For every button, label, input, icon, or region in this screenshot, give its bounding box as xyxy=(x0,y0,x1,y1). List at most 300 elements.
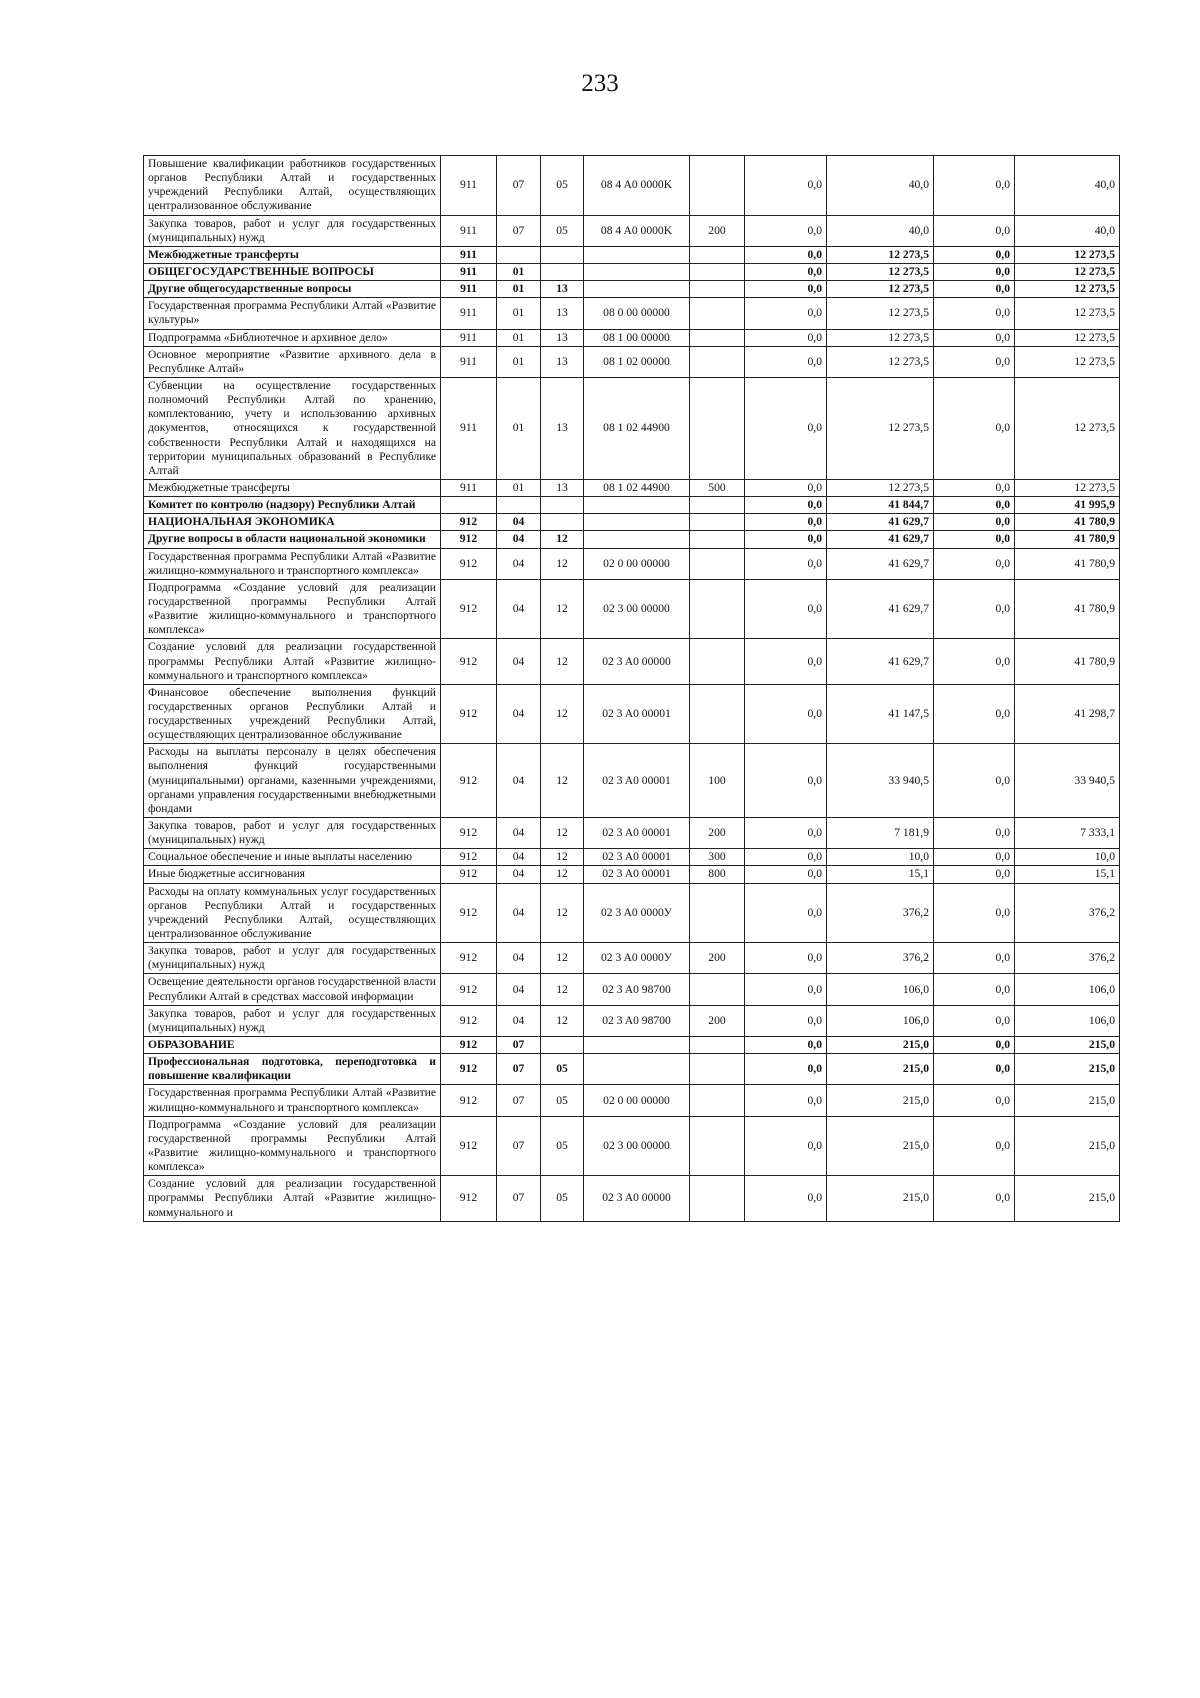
row-target-article-cell xyxy=(584,281,690,298)
row-amount-4-cell: 12 273,5 xyxy=(1015,377,1120,479)
row-subsection-cell: 05 xyxy=(541,1176,584,1221)
row-section-cell: 04 xyxy=(497,744,541,818)
row-subsection-cell xyxy=(541,1037,584,1054)
row-amount-4-cell: 41 298,7 xyxy=(1015,684,1120,744)
row-name-cell: Подпрограмма «Создание условий для реализации государственной программы Республики Алтай «Развитие жилищно-коммунального и транспортного комплекса» xyxy=(144,579,441,639)
row-grbs-cell: 911 xyxy=(441,479,497,496)
row-amount-3-cell: 0,0 xyxy=(934,639,1015,684)
row-expense-type-cell xyxy=(690,548,745,579)
row-grbs-cell: 912 xyxy=(441,1005,497,1036)
row-target-article-cell xyxy=(584,1054,690,1085)
row-expense-type-cell: 100 xyxy=(690,744,745,818)
row-amount-4-cell: 376,2 xyxy=(1015,883,1120,943)
row-subsection-cell: 12 xyxy=(541,548,584,579)
row-amount-4-cell: 12 273,5 xyxy=(1015,246,1120,263)
row-name-cell: НАЦИОНАЛЬНАЯ ЭКОНОМИКА xyxy=(144,514,441,531)
row-amount-3-cell: 0,0 xyxy=(934,866,1015,883)
row-amount-3-cell: 0,0 xyxy=(934,684,1015,744)
row-subsection-cell: 12 xyxy=(541,883,584,943)
row-amount-3-cell: 0,0 xyxy=(934,579,1015,639)
row-name-cell: Государственная программа Республики Алтай «Развитие жилищно-коммунального и транспортного комплекса» xyxy=(144,1085,441,1116)
row-amount-1-cell: 0,0 xyxy=(745,514,827,531)
row-expense-type-cell xyxy=(690,1054,745,1085)
row-amount-4-cell: 215,0 xyxy=(1015,1116,1120,1176)
row-amount-3-cell: 0,0 xyxy=(934,298,1015,329)
row-target-article-cell: 02 3 A0 00001 xyxy=(584,849,690,866)
row-amount-4-cell: 12 273,5 xyxy=(1015,298,1120,329)
row-target-article-cell: 02 3 A0 00000 xyxy=(584,1176,690,1221)
row-section-cell: 04 xyxy=(497,579,541,639)
row-target-article-cell: 02 3 A0 98700 xyxy=(584,1005,690,1036)
row-target-article-cell xyxy=(584,263,690,280)
row-amount-2-cell: 41 629,7 xyxy=(827,548,934,579)
table-row xyxy=(144,1005,1120,1036)
row-grbs-cell: 912 xyxy=(441,883,497,943)
row-amount-4-cell: 12 273,5 xyxy=(1015,479,1120,496)
row-expense-type-cell xyxy=(690,514,745,531)
table-row xyxy=(144,298,1120,329)
row-section-cell: 01 xyxy=(497,377,541,479)
row-name-cell: Иные бюджетные ассигнования xyxy=(144,866,441,883)
row-amount-1-cell: 0,0 xyxy=(745,883,827,943)
row-amount-1-cell: 0,0 xyxy=(745,818,827,849)
row-amount-2-cell: 106,0 xyxy=(827,974,934,1005)
row-section-cell: 04 xyxy=(497,943,541,974)
row-amount-2-cell: 40,0 xyxy=(827,215,934,246)
row-grbs-cell: 912 xyxy=(441,1037,497,1054)
row-section-cell: 04 xyxy=(497,866,541,883)
row-expense-type-cell xyxy=(690,156,745,216)
table-row xyxy=(144,818,1120,849)
row-amount-3-cell: 0,0 xyxy=(934,1054,1015,1085)
row-grbs-cell: 911 xyxy=(441,298,497,329)
table-row xyxy=(144,531,1120,548)
row-amount-3-cell: 0,0 xyxy=(934,818,1015,849)
row-target-article-cell xyxy=(584,497,690,514)
row-amount-4-cell: 40,0 xyxy=(1015,215,1120,246)
row-target-article-cell: 02 3 A0 0000У xyxy=(584,943,690,974)
row-expense-type-cell: 200 xyxy=(690,215,745,246)
row-name-cell: Подпрограмма «Создание условий для реализации государственной программы Республики Алтай «Развитие жилищно-коммунального и транспортного комплекса» xyxy=(144,1116,441,1176)
row-section-cell: 01 xyxy=(497,263,541,280)
row-subsection-cell: 13 xyxy=(541,298,584,329)
row-name-cell: Финансовое обеспечение выполнения функций государственных органов Республики Алтай и государственных учреждений Республики Алтай, осуществляющих централизованное обслуживание xyxy=(144,684,441,744)
table-row xyxy=(144,1037,1120,1054)
row-section-cell: 07 xyxy=(497,156,541,216)
table-row xyxy=(144,377,1120,479)
row-amount-1-cell: 0,0 xyxy=(745,579,827,639)
row-amount-1-cell: 0,0 xyxy=(745,1085,827,1116)
row-target-article-cell: 08 1 00 00000 xyxy=(584,329,690,346)
row-name-cell: Профессиональная подготовка, переподготовка и повышение квалификации xyxy=(144,1054,441,1085)
row-name-cell: Создание условий для реализации государственной программы Республики Алтай «Развитие жилищно-коммунального и транспортного комплекса» xyxy=(144,639,441,684)
row-subsection-cell: 13 xyxy=(541,346,584,377)
row-section-cell: 04 xyxy=(497,514,541,531)
row-grbs-cell: 912 xyxy=(441,531,497,548)
row-amount-1-cell: 0,0 xyxy=(745,1054,827,1085)
row-grbs-cell: 911 xyxy=(441,215,497,246)
row-amount-1-cell: 0,0 xyxy=(745,639,827,684)
row-grbs-cell: 912 xyxy=(441,818,497,849)
row-amount-1-cell: 0,0 xyxy=(745,479,827,496)
row-grbs-cell: 912 xyxy=(441,1054,497,1085)
row-subsection-cell: 12 xyxy=(541,684,584,744)
row-name-cell: Государственная программа Республики Алтай «Развитие жилищно-коммунального и транспортного комплекса» xyxy=(144,548,441,579)
row-grbs-cell: 912 xyxy=(441,866,497,883)
row-expense-type-cell xyxy=(690,531,745,548)
row-amount-3-cell: 0,0 xyxy=(934,1037,1015,1054)
row-amount-2-cell: 12 273,5 xyxy=(827,246,934,263)
row-expense-type-cell xyxy=(690,246,745,263)
row-grbs-cell: 912 xyxy=(441,943,497,974)
row-amount-2-cell: 15,1 xyxy=(827,866,934,883)
row-amount-3-cell: 0,0 xyxy=(934,974,1015,1005)
row-grbs-cell: 912 xyxy=(441,579,497,639)
row-amount-1-cell: 0,0 xyxy=(745,684,827,744)
row-section-cell: 04 xyxy=(497,548,541,579)
row-section-cell: 04 xyxy=(497,639,541,684)
row-amount-2-cell: 215,0 xyxy=(827,1176,934,1221)
row-grbs-cell: 912 xyxy=(441,1116,497,1176)
row-amount-3-cell: 0,0 xyxy=(934,883,1015,943)
row-amount-1-cell: 0,0 xyxy=(745,943,827,974)
row-grbs-cell: 911 xyxy=(441,263,497,280)
table-row xyxy=(144,866,1120,883)
row-subsection-cell: 13 xyxy=(541,281,584,298)
row-grbs-cell: 911 xyxy=(441,329,497,346)
row-section-cell xyxy=(497,246,541,263)
row-amount-2-cell: 41 629,7 xyxy=(827,579,934,639)
row-expense-type-cell xyxy=(690,639,745,684)
row-section-cell: 04 xyxy=(497,974,541,1005)
row-section-cell: 07 xyxy=(497,1037,541,1054)
row-amount-1-cell: 0,0 xyxy=(745,866,827,883)
table-row xyxy=(144,579,1120,639)
budget-table xyxy=(143,155,1120,1222)
row-amount-2-cell: 215,0 xyxy=(827,1116,934,1176)
row-subsection-cell: 05 xyxy=(541,1116,584,1176)
row-expense-type-cell xyxy=(690,883,745,943)
row-expense-type-cell: 200 xyxy=(690,1005,745,1036)
row-expense-type-cell xyxy=(690,329,745,346)
row-amount-3-cell: 0,0 xyxy=(934,531,1015,548)
row-grbs-cell: 912 xyxy=(441,1176,497,1221)
row-amount-3-cell: 0,0 xyxy=(934,497,1015,514)
table-row xyxy=(144,156,1120,216)
row-amount-2-cell: 41 844,7 xyxy=(827,497,934,514)
row-expense-type-cell xyxy=(690,1176,745,1221)
row-name-cell: Государственная программа Республики Алтай «Развитие культуры» xyxy=(144,298,441,329)
row-amount-4-cell: 215,0 xyxy=(1015,1037,1120,1054)
row-amount-3-cell: 0,0 xyxy=(934,1116,1015,1176)
row-amount-4-cell: 376,2 xyxy=(1015,943,1120,974)
row-amount-3-cell: 0,0 xyxy=(934,744,1015,818)
row-grbs-cell: 911 xyxy=(441,377,497,479)
row-target-article-cell: 08 1 02 44900 xyxy=(584,377,690,479)
row-amount-4-cell: 215,0 xyxy=(1015,1085,1120,1116)
row-section-cell: 04 xyxy=(497,818,541,849)
row-amount-2-cell: 12 273,5 xyxy=(827,329,934,346)
row-amount-4-cell: 10,0 xyxy=(1015,849,1120,866)
row-expense-type-cell xyxy=(690,1037,745,1054)
row-amount-4-cell: 106,0 xyxy=(1015,974,1120,1005)
row-target-article-cell: 08 4 A0 0000K xyxy=(584,215,690,246)
row-amount-2-cell: 41 629,7 xyxy=(827,531,934,548)
row-name-cell: Основное мероприятие «Развитие архивного дела в Республике Алтай» xyxy=(144,346,441,377)
row-name-cell: Закупка товаров, работ и услуг для государственных (муниципальных) нужд xyxy=(144,215,441,246)
table-row xyxy=(144,479,1120,496)
row-expense-type-cell xyxy=(690,497,745,514)
row-subsection-cell: 13 xyxy=(541,329,584,346)
row-section-cell: 01 xyxy=(497,346,541,377)
row-name-cell: Социальное обеспечение и иные выплаты населению xyxy=(144,849,441,866)
table-row xyxy=(144,883,1120,943)
row-grbs-cell: 911 xyxy=(441,346,497,377)
row-amount-2-cell: 12 273,5 xyxy=(827,298,934,329)
row-subsection-cell: 12 xyxy=(541,849,584,866)
row-grbs-cell: 912 xyxy=(441,1085,497,1116)
row-section-cell: 07 xyxy=(497,215,541,246)
row-amount-2-cell: 106,0 xyxy=(827,1005,934,1036)
row-grbs-cell: 912 xyxy=(441,684,497,744)
table-row xyxy=(144,215,1120,246)
row-amount-4-cell: 106,0 xyxy=(1015,1005,1120,1036)
page-number: 233 xyxy=(581,70,619,97)
row-grbs-cell: 911 xyxy=(441,246,497,263)
row-amount-3-cell: 0,0 xyxy=(934,1085,1015,1116)
row-expense-type-cell xyxy=(690,974,745,1005)
row-target-article-cell xyxy=(584,531,690,548)
row-amount-4-cell: 215,0 xyxy=(1015,1054,1120,1085)
row-section-cell xyxy=(497,497,541,514)
row-name-cell: Закупка товаров, работ и услуг для государственных (муниципальных) нужд xyxy=(144,943,441,974)
row-amount-1-cell: 0,0 xyxy=(745,1176,827,1221)
row-grbs-cell: 911 xyxy=(441,281,497,298)
row-expense-type-cell xyxy=(690,298,745,329)
row-amount-4-cell: 41 780,9 xyxy=(1015,639,1120,684)
row-grbs-cell: 912 xyxy=(441,849,497,866)
table-row xyxy=(144,1116,1120,1176)
row-amount-2-cell: 215,0 xyxy=(827,1037,934,1054)
row-grbs-cell: 911 xyxy=(441,156,497,216)
row-amount-1-cell: 0,0 xyxy=(745,1005,827,1036)
row-grbs-cell: 912 xyxy=(441,744,497,818)
row-amount-3-cell: 0,0 xyxy=(934,1176,1015,1221)
row-amount-1-cell: 0,0 xyxy=(745,744,827,818)
row-amount-3-cell: 0,0 xyxy=(934,281,1015,298)
row-amount-2-cell: 7 181,9 xyxy=(827,818,934,849)
row-target-article-cell: 08 4 A0 0000K xyxy=(584,156,690,216)
row-amount-1-cell: 0,0 xyxy=(745,156,827,216)
row-name-cell: Повышение квалификации работников государственных органов Республики Алтай и государственных учреждений Республики Алтай, осуществляющих централизованное обслуживание xyxy=(144,156,441,216)
row-subsection-cell: 12 xyxy=(541,866,584,883)
row-name-cell: Другие вопросы в области национальной экономики xyxy=(144,531,441,548)
row-amount-1-cell: 0,0 xyxy=(745,263,827,280)
row-amount-2-cell: 41 629,7 xyxy=(827,639,934,684)
row-expense-type-cell: 200 xyxy=(690,943,745,974)
row-amount-3-cell: 0,0 xyxy=(934,329,1015,346)
row-section-cell: 04 xyxy=(497,849,541,866)
row-expense-type-cell: 500 xyxy=(690,479,745,496)
row-subsection-cell: 05 xyxy=(541,215,584,246)
table-row xyxy=(144,497,1120,514)
row-amount-4-cell: 41 780,9 xyxy=(1015,514,1120,531)
row-subsection-cell: 13 xyxy=(541,479,584,496)
row-amount-4-cell: 7 333,1 xyxy=(1015,818,1120,849)
row-subsection-cell: 12 xyxy=(541,744,584,818)
row-expense-type-cell xyxy=(690,684,745,744)
table-row xyxy=(144,346,1120,377)
row-section-cell: 07 xyxy=(497,1085,541,1116)
row-grbs-cell: 912 xyxy=(441,514,497,531)
row-target-article-cell: 08 0 00 00000 xyxy=(584,298,690,329)
row-target-article-cell xyxy=(584,246,690,263)
row-expense-type-cell xyxy=(690,346,745,377)
row-name-cell: Закупка товаров, работ и услуг для государственных (муниципальных) нужд xyxy=(144,1005,441,1036)
row-amount-1-cell: 0,0 xyxy=(745,298,827,329)
row-amount-4-cell: 41 780,9 xyxy=(1015,548,1120,579)
row-amount-2-cell: 12 273,5 xyxy=(827,377,934,479)
row-section-cell: 01 xyxy=(497,298,541,329)
row-section-cell: 04 xyxy=(497,684,541,744)
row-amount-2-cell: 12 273,5 xyxy=(827,263,934,280)
row-target-article-cell: 02 3 A0 00000 xyxy=(584,639,690,684)
row-expense-type-cell: 300 xyxy=(690,849,745,866)
row-subsection-cell: 12 xyxy=(541,943,584,974)
row-expense-type-cell xyxy=(690,579,745,639)
row-name-cell: Комитет по контролю (надзору) Республики Алтай xyxy=(144,497,441,514)
row-section-cell: 07 xyxy=(497,1116,541,1176)
row-amount-3-cell: 0,0 xyxy=(934,377,1015,479)
row-amount-3-cell: 0,0 xyxy=(934,156,1015,216)
row-amount-3-cell: 0,0 xyxy=(934,943,1015,974)
row-expense-type-cell: 200 xyxy=(690,818,745,849)
table-row xyxy=(144,263,1120,280)
table-row xyxy=(144,943,1120,974)
row-amount-3-cell: 0,0 xyxy=(934,263,1015,280)
row-amount-4-cell: 215,0 xyxy=(1015,1176,1120,1221)
row-target-article-cell: 02 3 A0 00001 xyxy=(584,744,690,818)
row-amount-1-cell: 0,0 xyxy=(745,1116,827,1176)
row-expense-type-cell xyxy=(690,263,745,280)
row-subsection-cell xyxy=(541,246,584,263)
row-amount-3-cell: 0,0 xyxy=(934,479,1015,496)
row-amount-4-cell: 15,1 xyxy=(1015,866,1120,883)
row-section-cell: 04 xyxy=(497,1005,541,1036)
row-amount-1-cell: 0,0 xyxy=(745,974,827,1005)
row-amount-1-cell: 0,0 xyxy=(745,377,827,479)
row-amount-1-cell: 0,0 xyxy=(745,1037,827,1054)
row-expense-type-cell xyxy=(690,1116,745,1176)
row-amount-4-cell: 12 273,5 xyxy=(1015,281,1120,298)
table-row xyxy=(144,744,1120,818)
row-amount-1-cell: 0,0 xyxy=(745,849,827,866)
table-row xyxy=(144,1176,1120,1221)
row-name-cell: Закупка товаров, работ и услуг для государственных (муниципальных) нужд xyxy=(144,818,441,849)
row-subsection-cell: 05 xyxy=(541,1054,584,1085)
table-row xyxy=(144,329,1120,346)
row-amount-4-cell: 41 995,9 xyxy=(1015,497,1120,514)
row-target-article-cell: 02 3 A0 00001 xyxy=(584,684,690,744)
table-row xyxy=(144,246,1120,263)
row-section-cell: 07 xyxy=(497,1054,541,1085)
row-name-cell: Освещение деятельности органов государственной власти Республики Алтай в средствах массовой информации xyxy=(144,974,441,1005)
row-amount-2-cell: 41 147,5 xyxy=(827,684,934,744)
row-target-article-cell: 02 3 A0 00001 xyxy=(584,818,690,849)
row-subsection-cell: 13 xyxy=(541,377,584,479)
row-amount-1-cell: 0,0 xyxy=(745,329,827,346)
row-section-cell: 01 xyxy=(497,329,541,346)
row-amount-2-cell: 215,0 xyxy=(827,1085,934,1116)
row-section-cell: 04 xyxy=(497,531,541,548)
row-target-article-cell: 02 3 00 00000 xyxy=(584,579,690,639)
table-row xyxy=(144,281,1120,298)
row-amount-3-cell: 0,0 xyxy=(934,548,1015,579)
row-amount-4-cell: 12 273,5 xyxy=(1015,263,1120,280)
row-name-cell: Другие общегосударственные вопросы xyxy=(144,281,441,298)
row-amount-3-cell: 0,0 xyxy=(934,215,1015,246)
row-amount-2-cell: 215,0 xyxy=(827,1054,934,1085)
row-subsection-cell: 05 xyxy=(541,1085,584,1116)
row-target-article-cell: 08 1 02 44900 xyxy=(584,479,690,496)
row-section-cell: 01 xyxy=(497,479,541,496)
row-amount-2-cell: 12 273,5 xyxy=(827,346,934,377)
row-amount-1-cell: 0,0 xyxy=(745,531,827,548)
row-amount-3-cell: 0,0 xyxy=(934,1005,1015,1036)
row-subsection-cell xyxy=(541,263,584,280)
row-amount-1-cell: 0,0 xyxy=(745,497,827,514)
row-target-article-cell: 02 3 A0 00001 xyxy=(584,866,690,883)
row-name-cell: Расходы на выплаты персоналу в целях обеспечения выполнения функций государственными (муниципальными) органами, казенными учреждениями, органами управления государственными внебюджетными фондами xyxy=(144,744,441,818)
row-amount-1-cell: 0,0 xyxy=(745,346,827,377)
row-amount-1-cell: 0,0 xyxy=(745,281,827,298)
table-row xyxy=(144,849,1120,866)
row-amount-3-cell: 0,0 xyxy=(934,849,1015,866)
row-amount-2-cell: 12 273,5 xyxy=(827,479,934,496)
row-grbs-cell: 912 xyxy=(441,974,497,1005)
row-grbs-cell: 912 xyxy=(441,639,497,684)
row-section-cell: 01 xyxy=(497,281,541,298)
row-amount-2-cell: 376,2 xyxy=(827,943,934,974)
row-target-article-cell xyxy=(584,1037,690,1054)
table-row xyxy=(144,639,1120,684)
row-grbs-cell: 912 xyxy=(441,548,497,579)
table-row xyxy=(144,1085,1120,1116)
row-amount-3-cell: 0,0 xyxy=(934,514,1015,531)
row-amount-4-cell: 33 940,5 xyxy=(1015,744,1120,818)
row-amount-2-cell: 10,0 xyxy=(827,849,934,866)
table-row xyxy=(144,974,1120,1005)
row-name-cell: Субвенции на осуществление государственных полномочий Республики Алтай по хранению, комплектованию, учету и использованию архивных документов, относящихся к государственной собственности Республики Алтай и находящихся на территории муниципальных образований в Республике Алтай xyxy=(144,377,441,479)
row-amount-3-cell: 0,0 xyxy=(934,246,1015,263)
table-row xyxy=(144,548,1120,579)
row-amount-1-cell: 0,0 xyxy=(745,215,827,246)
row-target-article-cell: 02 0 00 00000 xyxy=(584,548,690,579)
row-name-cell: ОБЩЕГОСУДАРСТВЕННЫЕ ВОПРОСЫ xyxy=(144,263,441,280)
row-amount-4-cell: 41 780,9 xyxy=(1015,579,1120,639)
row-expense-type-cell xyxy=(690,1085,745,1116)
row-section-cell: 07 xyxy=(497,1176,541,1221)
row-expense-type-cell xyxy=(690,281,745,298)
row-amount-1-cell: 0,0 xyxy=(745,548,827,579)
budget-table-body xyxy=(144,156,1120,1222)
table-row xyxy=(144,684,1120,744)
row-section-cell: 04 xyxy=(497,883,541,943)
row-amount-4-cell: 41 780,9 xyxy=(1015,531,1120,548)
row-amount-2-cell: 376,2 xyxy=(827,883,934,943)
row-target-article-cell: 08 1 02 00000 xyxy=(584,346,690,377)
row-amount-2-cell: 41 629,7 xyxy=(827,514,934,531)
